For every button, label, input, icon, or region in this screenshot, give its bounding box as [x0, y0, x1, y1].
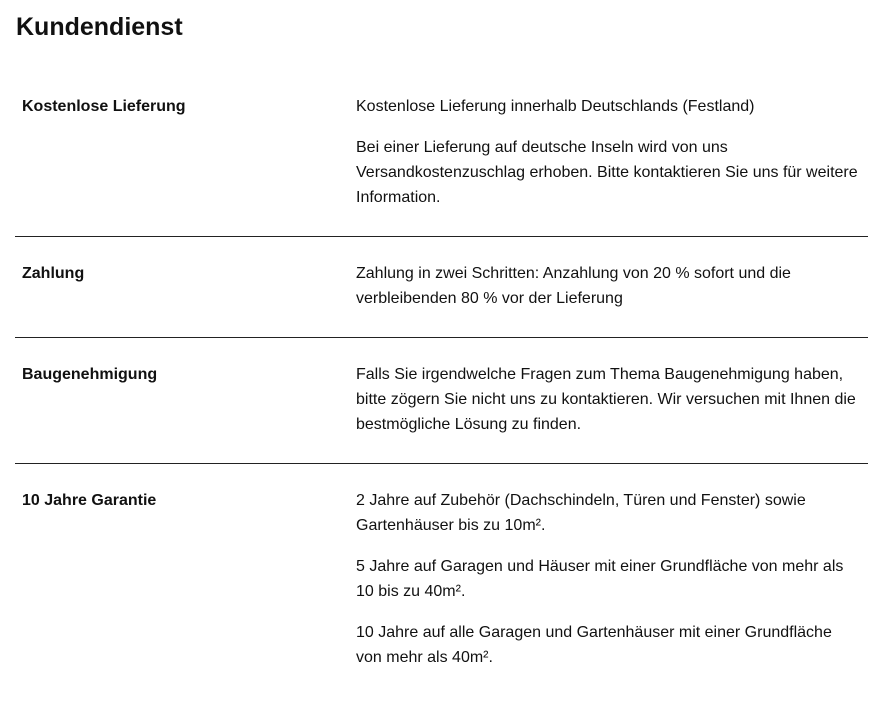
payment-paragraph-1: Zahlung in zwei Schritten: Anzahlung von 20 % sofort und die verbleibenden 80 % vor der Lieferung — [356, 265, 791, 307]
service-row-free-delivery — [15, 80, 868, 237]
page-title: Kundendienst — [16, 13, 183, 41]
building-permit-paragraph-1: Falls Sie irgendwelche Fragen zum Thema Baugenehmigung haben, bitte zögern Sie nicht uns zu kontaktieren. Wir versuchen mit Ihnen die bestmögliche Lösung zu finden. — [356, 366, 856, 433]
service-row-building-permit — [15, 338, 868, 464]
free-delivery-paragraph-1: Kostenlose Lieferung innerhalb Deutschlands (Festland) — [356, 98, 755, 115]
row-content-warranty — [356, 488, 868, 686]
row-content-free-delivery — [356, 94, 868, 226]
free-delivery-paragraph-2: Bei einer Lieferung auf deutsche Inseln wird von uns Versandkostenzuschlag erhoben. Bitte kontaktieren Sie uns für weitere Information. — [356, 139, 858, 206]
row-label-warranty: 10 Jahre Garantie — [22, 492, 157, 509]
service-info-table — [15, 80, 868, 696]
service-row-payment — [15, 237, 868, 338]
row-label-payment: Zahlung — [22, 265, 85, 282]
warranty-paragraph-1: 2 Jahre auf Zubehör (Dachschindeln, Türen und Fenster) sowie Gartenhäuser bis zu 10m². — [356, 492, 806, 534]
service-row-warranty — [15, 464, 868, 696]
row-content-payment — [356, 261, 868, 327]
warranty-paragraph-2: 5 Jahre auf Garagen und Häuser mit einer Grundfläche von mehr als 10 bis zu 40m². — [356, 558, 844, 600]
row-content-building-permit — [356, 362, 868, 453]
row-label-free-delivery: Kostenlose Lieferung — [22, 98, 186, 115]
row-label-building-permit: Baugenehmigung — [22, 366, 158, 383]
warranty-paragraph-3: 10 Jahre auf alle Garagen und Gartenhäuser mit einer Grundfläche von mehr als 40m². — [356, 624, 832, 666]
